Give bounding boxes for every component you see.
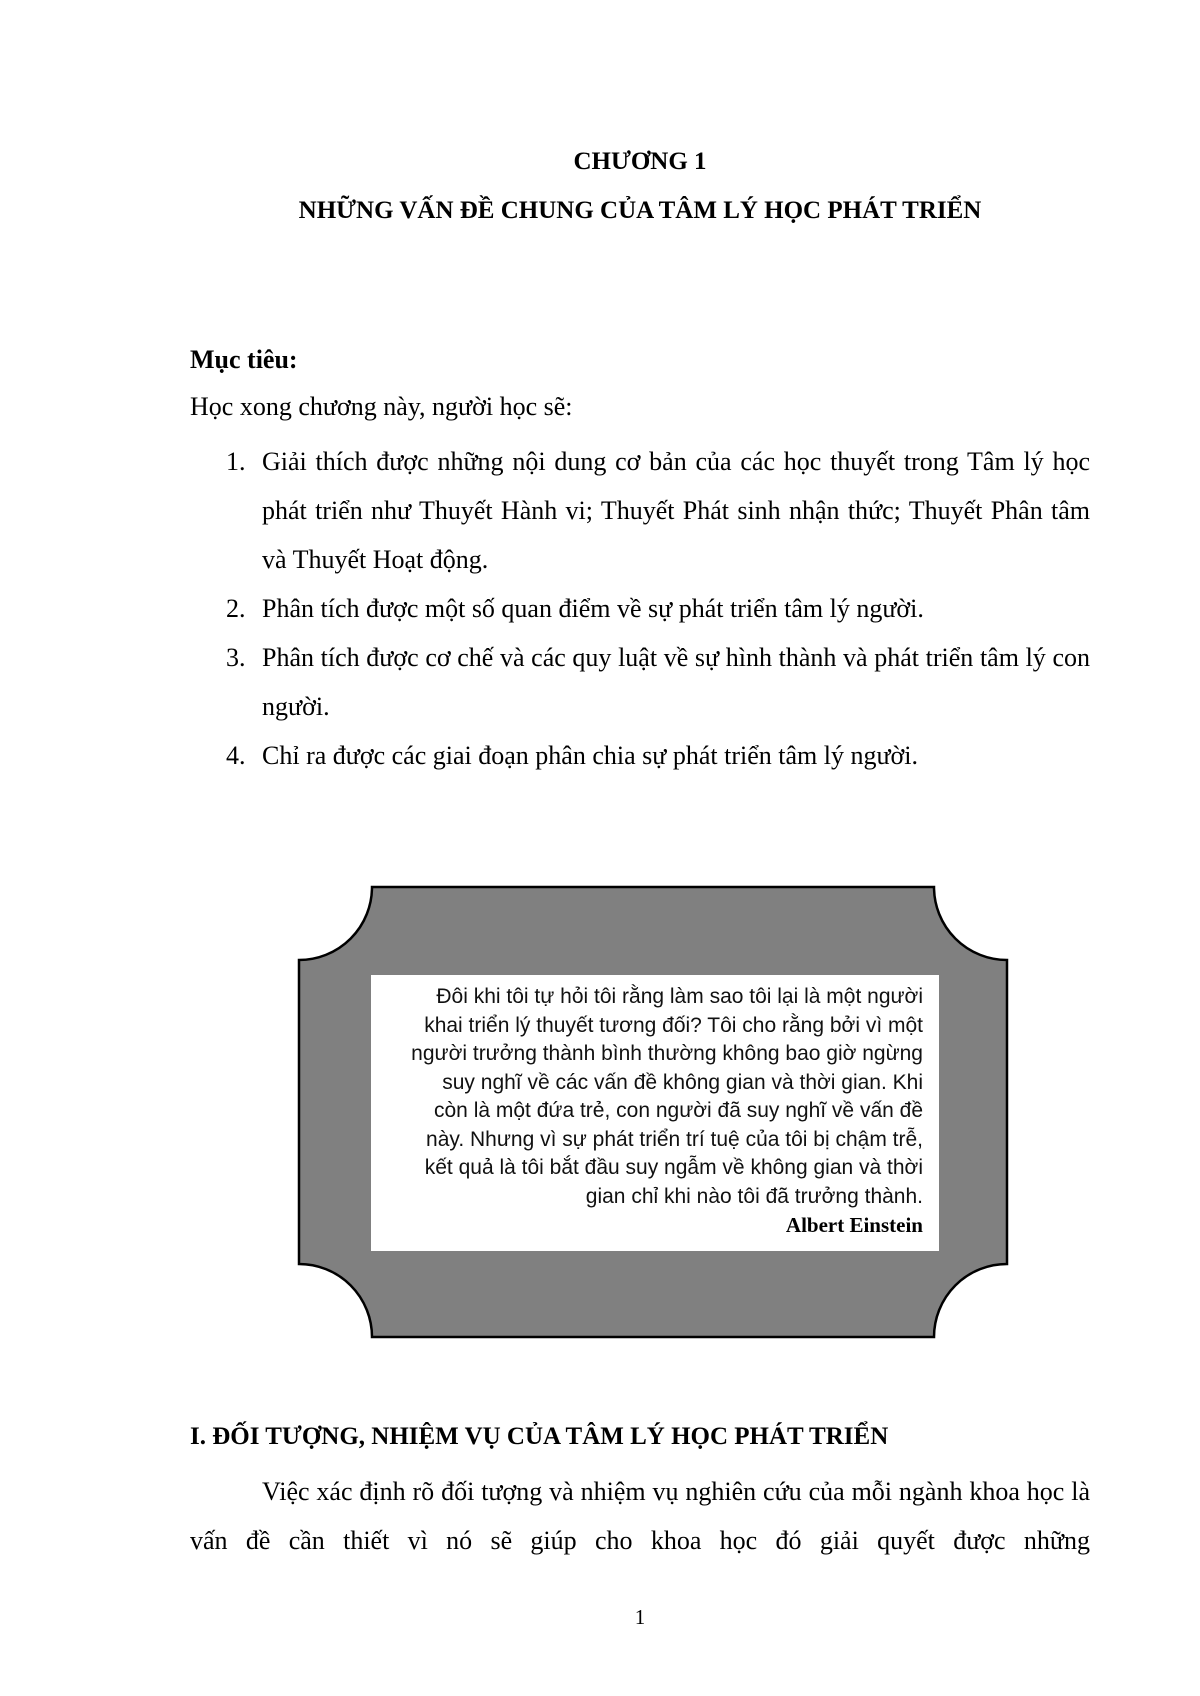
objectives-label: Mục tiêu:: [190, 345, 298, 374]
objectives-list: [190, 437, 1090, 780]
quote-box: [371, 975, 939, 1251]
quote-line: này. Nhưng vì sự phát triển trí tuệ của tôi bị chậm trễ,: [426, 1127, 923, 1151]
quote-frame: [296, 884, 1010, 1340]
quote-line: người trưởng thành bình thường không bao giờ ngừng: [411, 1042, 923, 1065]
chapter-title: NHỮNG VẤN ĐỀ CHUNG CỦA TÂM LÝ HỌC PHÁT TRIỂN: [298, 197, 982, 224]
quote-line: còn là một đứa trẻ, con người đã suy nghĩ về vấn đề: [434, 1099, 923, 1122]
list-item: [190, 731, 1090, 780]
chapter-number: CHƯƠNG 1: [573, 148, 707, 175]
list-item-text: Phân tích được một số quan điểm về sự phát triển tâm lý người.: [262, 594, 924, 623]
list-item: [190, 633, 1090, 731]
quote-line: suy nghĩ về các vấn đề không gian và thời gian. Khi: [442, 1070, 923, 1094]
section-heading: I. ĐỐI TƯỢNG, NHIỆM VỤ CỦA TÂM LÝ HỌC PHÁT TRIỂN: [190, 1423, 889, 1450]
list-item-number: 4.: [226, 741, 246, 770]
quote-author: Albert Einstein: [785, 1213, 923, 1237]
list-item-text: Giải thích được những nội dung cơ bản của các học thuyết trong Tâm lý học phát triển như Thuyết Hành vi; Thuyết Phát sinh nhận thức; Thuyết Phân tâm và Thuyết Hoạt động.: [262, 447, 1090, 574]
quote-line: Đôi khi tôi tự hỏi tôi rằng làm sao tôi lại là một người: [436, 985, 923, 1008]
list-item-number: 2.: [226, 594, 246, 623]
quote-text: [381, 983, 923, 1211]
list-item: [190, 437, 1090, 584]
quote-line: kết quả là tôi bắt đầu suy ngẫm về không gian và thời: [424, 1156, 923, 1179]
list-item-text: Phân tích được cơ chế và các quy luật về sự hình thành và phát triển tâm lý con người.: [262, 643, 1090, 721]
list-item: [190, 584, 1090, 633]
body-paragraph: Việc xác định rõ đối tượng và nhiệm vụ nghiên cứu của mỗi ngành khoa học là vấn đề cần thiết vì nó sẽ giúp cho khoa học đó giải quyết được những: [190, 1477, 1090, 1555]
quote-line: gian chỉ khi nào tôi đã trưởng thành.: [585, 1184, 923, 1208]
quote-line: khai triển lý thuyết tương đối? Tôi cho rằng bởi vì một: [424, 1013, 923, 1037]
list-item-number: 3.: [226, 643, 246, 672]
list-item-text: Chỉ ra được các giai đoạn phân chia sự phát triển tâm lý người.: [262, 741, 919, 770]
list-item-number: 1.: [226, 447, 246, 476]
objectives-intro: Học xong chương này, người học sẽ:: [190, 392, 573, 421]
page-number: 1: [634, 1605, 646, 1629]
